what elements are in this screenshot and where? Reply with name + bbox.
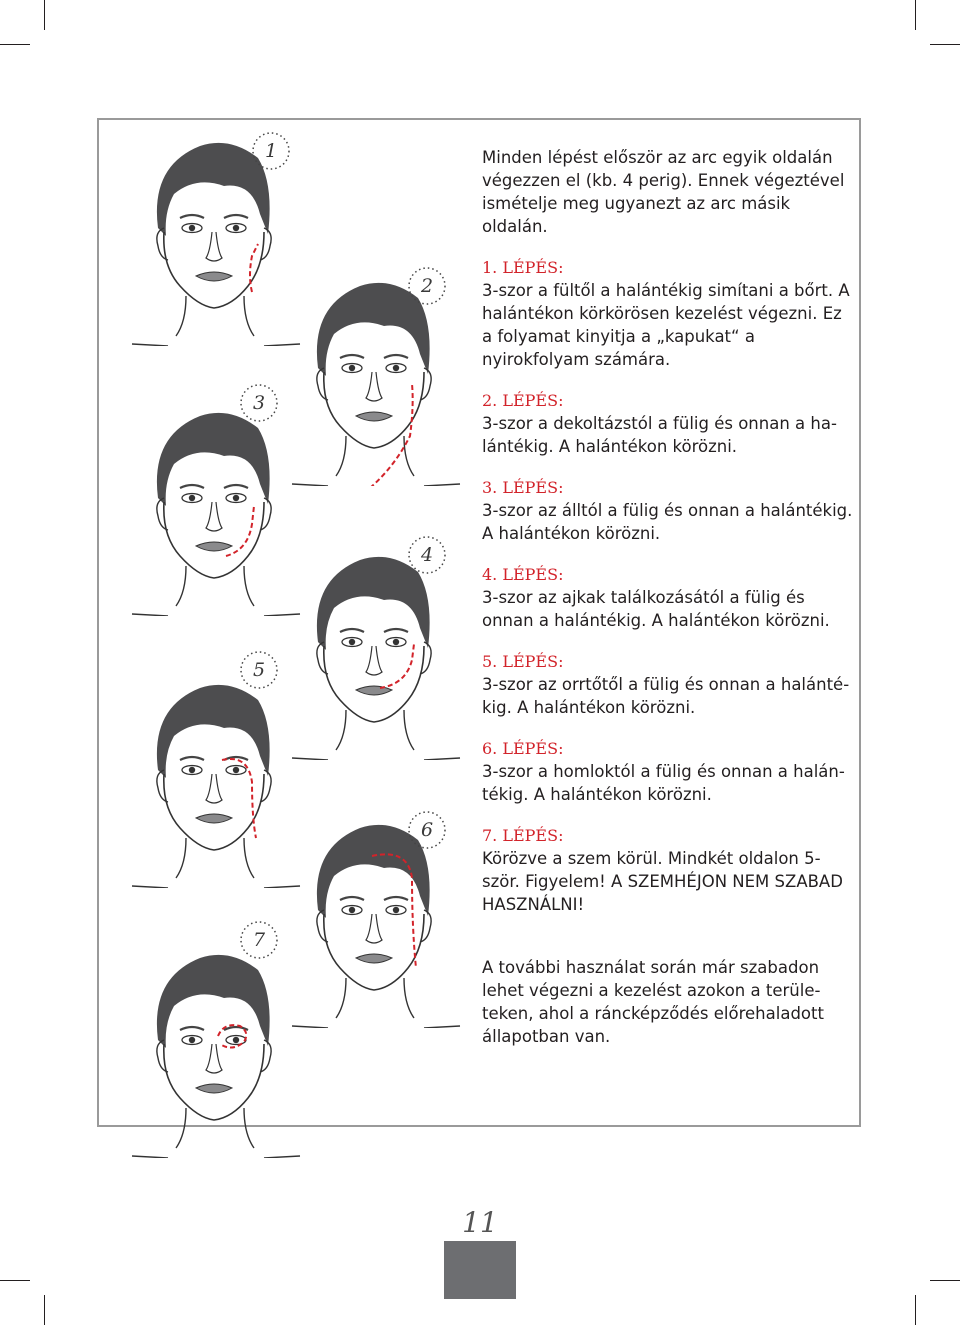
step-title: 2. LÉPÉS: (482, 391, 564, 410)
closing-paragraph: A további használat során már szabadon lehet végezni a kezelést azokon a területeken, ahol a ráncképződés előrehaladott állapotban van. (482, 958, 824, 1046)
crop-mark (930, 44, 960, 45)
instruction-text (482, 146, 854, 1048)
step-number-badge (251, 131, 291, 171)
step-title: 5. LÉPÉS: (482, 652, 564, 671)
crop-mark (915, 1295, 916, 1325)
step-number-badge (239, 650, 279, 690)
step-number-badge (239, 920, 279, 960)
step-title: 4. LÉPÉS: (482, 565, 564, 584)
step-body: Körözve a szem körül. Mindkét oldalon 5-ször. Figyelem! A SZEMHÉJON NEM SZABAD HASZNÁLNI! (482, 849, 843, 914)
page-number: 11 (462, 1206, 498, 1239)
step-body: 3-szor a homloktól a fülig és onnan a halántékig. A halántékon körözni. (482, 762, 845, 804)
footer-block (444, 1241, 516, 1299)
step-number-badge (407, 266, 447, 306)
step-2 (482, 389, 854, 458)
crop-mark (930, 1280, 960, 1281)
step-number-badge (239, 383, 279, 423)
crop-mark (915, 0, 916, 30)
step-1 (482, 256, 854, 371)
crop-mark (0, 1280, 30, 1281)
step-title: 3. LÉPÉS: (482, 478, 564, 497)
step-number: 2 (420, 275, 434, 297)
intro-paragraph: Minden lépést először az arc egyik oldalán végezzen el (kb. 4 perig). Ennek végeztével ismételje meg ugyanezt az arc másik oldalán. (482, 148, 845, 236)
step-body: 3-szor az álltól a fülig és onnan a halántékig. A halántékon körözni. (482, 501, 853, 543)
dashed-arrow-icon (226, 506, 254, 556)
step-title: 1. LÉPÉS: (482, 258, 564, 277)
step-number: 1 (264, 140, 278, 162)
step-number: 7 (252, 929, 266, 951)
step-number-badge (407, 535, 447, 575)
crop-mark (44, 0, 45, 30)
step-3 (482, 476, 854, 545)
step-4 (482, 563, 854, 632)
dashed-arrow-icon (380, 644, 414, 688)
step-body: 3-szor az orrtőtől a fülig és onnan a halántékig. A halántékon körözni. (482, 675, 850, 717)
dashed-arrow-icon (250, 244, 258, 292)
step-6 (482, 737, 854, 806)
step-7 (482, 824, 854, 916)
step-body: 3-szor a fültől a halántékig simítani a bőrt. A halántékon körkörösen kezelést végezni. Ez a folyamat kinyitja a „kapukat“ a nyirokfolyam számára. (482, 281, 850, 369)
step-number: 3 (252, 392, 266, 414)
step-number: 6 (420, 819, 434, 841)
step-body: 3-szor az ajkak találkozásától a fülig és onnan a halántékig. A halántékon körözni. (482, 588, 830, 630)
step-title: 7. LÉPÉS: (482, 826, 564, 845)
step-number: 4 (420, 544, 434, 566)
step-title: 6. LÉPÉS: (482, 739, 564, 758)
crop-mark (44, 1295, 45, 1325)
step-number-badge (407, 810, 447, 850)
crop-mark (0, 44, 30, 45)
face-illustration (120, 938, 380, 1158)
step-number: 5 (252, 659, 266, 681)
step-5 (482, 650, 854, 719)
face-illustration-icon (120, 938, 380, 1158)
step-body: 3-szor a dekoltázstól a fülig és onnan a halántékig. A halántékon körözni. (482, 414, 837, 456)
